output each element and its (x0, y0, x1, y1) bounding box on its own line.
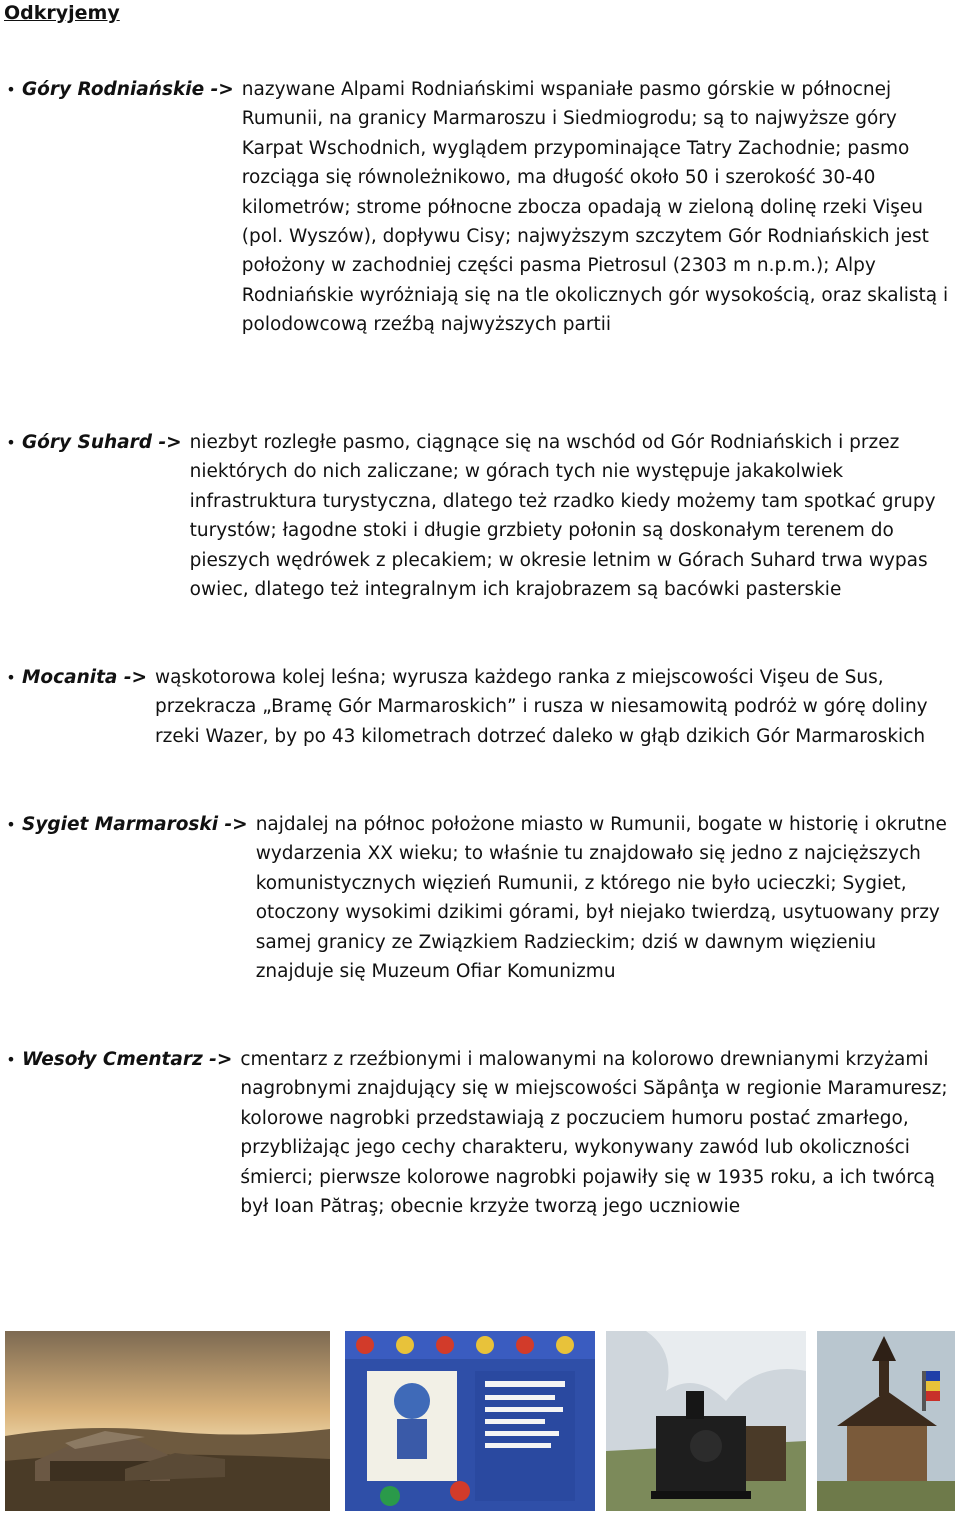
entry-term: Góry Rodniańskie -> (22, 79, 234, 100)
mountain-hut-sunset-photo (5, 1331, 330, 1511)
painted-cross-photo (345, 1331, 595, 1511)
steam-train-photo (606, 1331, 806, 1511)
list-item (0, 1045, 954, 1221)
list-item (0, 663, 954, 751)
bullet-icon: • (6, 1050, 16, 1069)
wooden-church-photo (817, 1331, 955, 1511)
entry-term: Sygiet Marmaroski -> (22, 814, 248, 835)
bullet-icon: • (6, 80, 16, 99)
entry-description: niezbyt rozległe pasmo, ciągnące się na wschód od Gór Rodniańskich i przez niektórych do nich zaliczane; w górach tych nie występuje jakakolwiek infrastruktura turystyczna, dlatego też rzadko kiedy możemy tam spotkać grupy turystów; łagodne stoki i długie grzbiety połonin są doskonałym terenem do pieszych wędrówek z plecakiem; w okresie letnim w Górach Suhard trwa wypas owiec, dlatego też integralnym ich krajobrazem są bacówki pasterskie (189, 432, 936, 601)
photo-strip (5, 1331, 955, 1511)
bullet-icon: • (6, 433, 16, 452)
entry-description: nazywane Alpami Rodniańskimi wspaniałe pasmo górskie w północnej Rumunii, na granicy Marmaroszu i Siedmiogrodu; są to najwyższe góry Karpat Wschodnich, wyglądem przypominające Tatry Zachodnie; pasmo rozciąga się równoleżnikowo, ma długość około 50 i szerokość 30-40 kilometrów; strome północne zbocza opadają w zieloną dolinę rzeki Vişeu (pol. Wyszów), dopływu Cisy; najwyższym szczytem Gór Rodniańskich jest położony w zachodniej części pasma Pietrosul (2303 m n.p.m.); Alpy Rodniańskie wyróżniają się na tle okolicznych gór wysokością, oraz skalistą i polodowcową rzeźbą najwyższych partii (241, 79, 949, 336)
entry-term: Góry Suhard -> (22, 432, 182, 453)
list-item (0, 810, 954, 986)
list-item (0, 75, 954, 340)
entry-term: Mocanita -> (22, 667, 148, 688)
bullet-icon: • (6, 815, 16, 834)
entry-term: Wesoły Cmentarz -> (22, 1049, 233, 1070)
list-item (0, 428, 954, 604)
entry-description: cmentarz z rzeźbionymi i malowanymi na kolorowo drewnianymi krzyżami nagrobnymi znajdujący się w miejscowości Săpânţa w regionie Maramuresz; kolorowe nagrobki przedstawiają z poczuciem humoru postać zmarłego, przybliżając jego cechy charakteru, wykonywany zawód lub okoliczności śmierci; pierwsze kolorowe nagrobki pojawiły się w 1935 roku, a ich twórcą był Ioan Pătraş; obecnie krzyże tworzą jego uczniowie (240, 1049, 948, 1218)
page-title: Odkryjemy (4, 2, 120, 24)
entry-description: najdalej na północ położone miasto w Rumunii, bogate w historię i okrutne wydarzenia XX wieku; to właśnie tu znajdowało się jedno z najcięższych komunistycznych więzień Rumunii, z którego nie było ucieczki; Sygiet, otoczony wysokimi dzikimi górami, był niejako twierdzą, usytuowany przy samej granicy ze Związkiem Radzieckim; dziś w dawnym więzieniu znajduje się Muzeum Ofiar Komunizmu (255, 814, 947, 983)
entry-description: wąskotorowa kolej leśna; wyrusza każdego ranka z miejscowości Vişeu de Sus, przekracza „Bramę Gór Marmaroskich” i rusza w niesamowitą podróż w górę doliny rzeki Wazer, by po 43 kilometrach dotrzeć daleko w głąb dzikich Gór Marmaroskich (155, 667, 928, 747)
bullet-icon: • (6, 668, 16, 687)
